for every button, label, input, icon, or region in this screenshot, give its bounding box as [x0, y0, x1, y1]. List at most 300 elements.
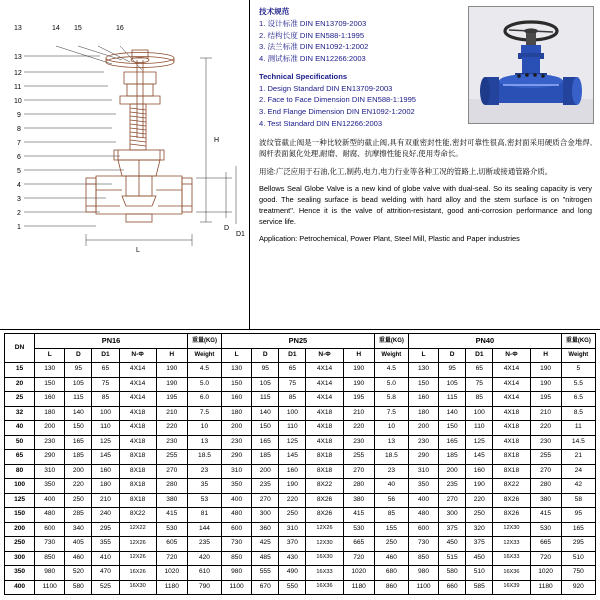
cell-pn25-L: 130	[222, 363, 252, 378]
cell-pn25-L: 600	[222, 522, 252, 537]
cell-pn40-L: 150	[408, 377, 438, 392]
table-row	[5, 392, 596, 407]
cell-weight-pn16: 7.5	[187, 406, 221, 421]
cell-pn16-D1: 65	[92, 363, 119, 378]
cell-pn25-D: 485	[252, 551, 279, 566]
cell-dn: 65	[5, 450, 35, 465]
cell-weight-pn40: 95	[561, 508, 595, 523]
cell-pn25-D: 150	[252, 421, 279, 436]
cell-pn25-L: 350	[222, 479, 252, 494]
list-item: 1. 设计标准 DIN EN13709-2003	[259, 18, 367, 28]
cell-weight-pn16: 23	[187, 464, 221, 479]
cell-pn25-H: 195	[343, 392, 374, 407]
cell-pn16-D1: 240	[92, 508, 119, 523]
cell-pn25-D: 115	[252, 392, 279, 407]
svg-text:4: 4	[17, 182, 21, 189]
cell-pn40-D1: 320	[466, 522, 493, 537]
cell-pn25-H: 190	[343, 377, 374, 392]
svg-text:D: D	[224, 225, 230, 232]
svg-text:L: L	[136, 247, 140, 254]
cell-pn40-N-Φ: 8X22	[493, 479, 530, 494]
cell-pn40-D1: 85	[466, 392, 493, 407]
cell-pn40-N-Φ: 4X14	[493, 392, 530, 407]
cell-pn16-N-Φ: 8X22	[119, 508, 156, 523]
list-item: 4. Test Standard DIN EN12266:2003	[259, 118, 383, 128]
cell-pn25-H: 1020	[343, 566, 374, 581]
header-h-25: H	[343, 348, 374, 363]
cell-pn40-D1: 125	[466, 435, 493, 450]
header-d-40: D	[439, 348, 466, 363]
svg-text:H: H	[214, 137, 220, 144]
valve-photo-illustration	[469, 7, 594, 124]
cell-pn25-L: 200	[222, 421, 252, 436]
cell-pn40-N-Φ: 4X18	[493, 406, 530, 421]
cell-pn40-N-Φ: 4X14	[493, 363, 530, 378]
cell-pn25-H: 270	[343, 464, 374, 479]
svg-text:11: 11	[14, 84, 22, 91]
svg-text:16: 16	[116, 25, 124, 32]
cell-pn16-H: 280	[156, 479, 187, 494]
cell-pn25-D: 235	[252, 479, 279, 494]
cell-dn: 125	[5, 493, 35, 508]
table-row	[5, 508, 596, 523]
cell-pn16-H: 195	[156, 392, 187, 407]
cell-pn16-L: 1100	[35, 580, 65, 595]
cell-pn16-D: 520	[65, 566, 92, 581]
cell-pn25-L: 150	[222, 377, 252, 392]
cell-pn16-D1: 180	[92, 479, 119, 494]
cell-pn40-H: 1020	[530, 566, 561, 581]
cell-pn16-D: 140	[65, 406, 92, 421]
cell-pn16-N-Φ: 16X26	[119, 566, 156, 581]
cell-pn25-L: 290	[222, 450, 252, 465]
cell-pn16-D: 340	[65, 522, 92, 537]
cell-pn25-N-Φ: 4X18	[306, 435, 343, 450]
header-nphi-40: N-Φ	[493, 348, 530, 363]
header-weight-16: 重量(KG)	[187, 334, 221, 349]
cell-pn16-D1: 145	[92, 450, 119, 465]
cell-pn40-L: 130	[408, 363, 438, 378]
cell-pn16-H: 230	[156, 435, 187, 450]
cell-pn40-N-Φ: 16X36	[493, 566, 530, 581]
header-weight-40: 重量(KG)	[561, 334, 595, 349]
table-header-sub-row	[5, 348, 596, 363]
header-weight-25: 重量(KG)	[374, 334, 408, 349]
cell-pn25-L: 850	[222, 551, 252, 566]
cell-weight-pn25: 85	[374, 508, 408, 523]
table-row	[5, 377, 596, 392]
table-row	[5, 464, 596, 479]
cell-pn25-N-Φ: 4X18	[306, 406, 343, 421]
cell-pn16-L: 180	[35, 406, 65, 421]
cell-pn16-N-Φ: 16X30	[119, 580, 156, 595]
cell-pn25-N-Φ: 4X14	[306, 377, 343, 392]
header-weight-label-16: Weight	[187, 348, 221, 363]
header-weight-label-40: Weight	[561, 348, 595, 363]
cell-pn40-D1: 250	[466, 508, 493, 523]
cell-weight-pn16: 35	[187, 479, 221, 494]
cell-pn16-D1: 355	[92, 537, 119, 552]
svg-text:D1: D1	[236, 231, 245, 238]
cell-pn25-D1: 65	[279, 363, 306, 378]
cell-pn25-N-Φ: 12X26	[306, 522, 343, 537]
cell-pn40-N-Φ: 4X18	[493, 435, 530, 450]
cell-pn25-D: 165	[252, 435, 279, 450]
cell-weight-pn16: 53	[187, 493, 221, 508]
svg-text:9: 9	[17, 112, 21, 119]
cell-pn40-D: 150	[439, 421, 466, 436]
cell-pn16-D1: 210	[92, 493, 119, 508]
cell-pn16-H: 530	[156, 522, 187, 537]
dimensions-table-section	[0, 331, 600, 600]
cell-weight-pn40: 11	[561, 421, 595, 436]
cell-pn25-H: 220	[343, 421, 374, 436]
cell-pn40-D: 95	[439, 363, 466, 378]
cell-pn25-H: 255	[343, 450, 374, 465]
cell-pn40-H: 255	[530, 450, 561, 465]
cell-pn40-D1: 585	[466, 580, 493, 595]
cell-weight-pn40: 58	[561, 493, 595, 508]
table-header-group-row	[5, 334, 596, 349]
table-row	[5, 493, 596, 508]
cell-pn25-L: 180	[222, 406, 252, 421]
cell-pn40-N-Φ: 4X14	[493, 377, 530, 392]
cell-pn25-L: 230	[222, 435, 252, 450]
cell-pn25-H: 380	[343, 493, 374, 508]
cell-weight-pn40: 920	[561, 580, 595, 595]
cell-pn16-N-Φ: 4X18	[119, 421, 156, 436]
cell-weight-pn25: 5.8	[374, 392, 408, 407]
cell-dn: 400	[5, 580, 35, 595]
cell-pn25-H: 280	[343, 479, 374, 494]
cell-weight-pn25: 13	[374, 435, 408, 450]
cell-pn16-D: 165	[65, 435, 92, 450]
header-weight-label-25: Weight	[374, 348, 408, 363]
cell-pn16-D: 115	[65, 392, 92, 407]
cell-dn: 15	[5, 363, 35, 378]
header-d-16: D	[65, 348, 92, 363]
cell-pn25-D1: 100	[279, 406, 306, 421]
cell-pn40-N-Φ: 16X33	[493, 551, 530, 566]
cell-pn25-D1: 110	[279, 421, 306, 436]
cell-pn16-L: 980	[35, 566, 65, 581]
cell-pn16-D1: 410	[92, 551, 119, 566]
cell-pn16-L: 400	[35, 493, 65, 508]
cell-pn16-L: 230	[35, 435, 65, 450]
table-row	[5, 522, 596, 537]
svg-text:2: 2	[17, 210, 21, 217]
cell-pn16-D: 460	[65, 551, 92, 566]
cell-pn16-N-Φ: 4X18	[119, 406, 156, 421]
svg-text:12: 12	[14, 70, 22, 77]
cell-pn25-D1: 370	[279, 537, 306, 552]
description-cn-2: 用途:广泛应用于石油,化工,制药,电力,电力行业等各种工况的管路上,切断或接通管路介质。	[259, 166, 553, 176]
cell-pn25-D1: 75	[279, 377, 306, 392]
cell-pn25-L: 480	[222, 508, 252, 523]
cell-dn: 20	[5, 377, 35, 392]
cell-weight-pn25: 40	[374, 479, 408, 494]
cell-pn16-L: 850	[35, 551, 65, 566]
cell-weight-pn16: 790	[187, 580, 221, 595]
cell-pn16-N-Φ: 8X18	[119, 493, 156, 508]
cell-pn16-D: 405	[65, 537, 92, 552]
cell-weight-pn16: 6.0	[187, 392, 221, 407]
cell-dn: 350	[5, 566, 35, 581]
cell-pn40-D1: 450	[466, 551, 493, 566]
cell-pn40-D: 660	[439, 580, 466, 595]
cell-dn: 40	[5, 421, 35, 436]
cell-pn16-D1: 160	[92, 464, 119, 479]
specs-cn-title: 技术规范	[259, 7, 290, 16]
table-row	[5, 537, 596, 552]
cell-pn40-H: 195	[530, 392, 561, 407]
list-item: 3. End Flange Dimension DIN EN1092-1:2002	[259, 107, 415, 117]
product-photo	[468, 6, 594, 124]
cell-dn: 80	[5, 464, 35, 479]
cell-pn25-D: 270	[252, 493, 279, 508]
list-item: 4. 测试标准 DIN EN12266:2003	[259, 54, 366, 64]
cell-pn16-N-Φ: 4X14	[119, 363, 156, 378]
cell-pn25-L: 310	[222, 464, 252, 479]
cell-weight-pn25: 680	[374, 566, 408, 581]
cell-pn40-D: 185	[439, 450, 466, 465]
cell-pn40-D: 450	[439, 537, 466, 552]
cell-pn40-D1: 100	[466, 406, 493, 421]
cell-pn25-L: 160	[222, 392, 252, 407]
cell-pn25-H: 415	[343, 508, 374, 523]
cell-weight-pn16: 4.5	[187, 363, 221, 378]
description-en-2: Application: Petrochemical, Power Plant, Steel Mill, Plastic and Paper industries	[259, 234, 520, 244]
cell-pn40-D: 300	[439, 508, 466, 523]
table-row	[5, 406, 596, 421]
cell-pn40-D1: 65	[466, 363, 493, 378]
cell-weight-pn25: 155	[374, 522, 408, 537]
cell-pn40-L: 730	[408, 537, 438, 552]
cell-pn40-D1: 75	[466, 377, 493, 392]
table-row	[5, 479, 596, 494]
description-en-1: Bellows Seal Globe Valve is a new kind of globe valve with dual-seal. So its sealing capacity is very good. The sealing surface is bead welding with hard alloy and the stem surface is on "nitrogen treatment". Hence it is the valve of attrition-resistant, good anti-corrosion performance and long service life.	[259, 183, 592, 227]
cell-pn16-L: 150	[35, 377, 65, 392]
cell-pn40-D1: 110	[466, 421, 493, 436]
table-row	[5, 421, 596, 436]
table-row	[5, 580, 596, 595]
svg-text:10: 10	[14, 98, 22, 105]
cell-pn40-H: 665	[530, 537, 561, 552]
cell-pn40-D1: 220	[466, 493, 493, 508]
cell-weight-pn25: 7.5	[374, 406, 408, 421]
cell-pn40-D: 270	[439, 493, 466, 508]
cell-pn25-L: 980	[222, 566, 252, 581]
cell-pn40-L: 230	[408, 435, 438, 450]
cell-pn40-N-Φ: 4X18	[493, 421, 530, 436]
cell-pn16-D: 105	[65, 377, 92, 392]
cell-pn40-D: 580	[439, 566, 466, 581]
cell-pn25-D: 95	[252, 363, 279, 378]
cell-weight-pn40: 750	[561, 566, 595, 581]
cell-weight-pn40: 295	[561, 537, 595, 552]
cell-dn: 150	[5, 508, 35, 523]
cell-pn40-N-Φ: 8X26	[493, 508, 530, 523]
cell-pn25-D1: 190	[279, 479, 306, 494]
list-item: 3. 法兰标准 DIN EN1092-1:2002	[259, 42, 369, 52]
cell-pn16-L: 480	[35, 508, 65, 523]
header-pn16: PN16	[35, 334, 188, 349]
cell-pn16-D1: 470	[92, 566, 119, 581]
cell-weight-pn40: 14.5	[561, 435, 595, 450]
cell-pn16-D: 220	[65, 479, 92, 494]
cell-pn40-L: 1100	[408, 580, 438, 595]
cell-pn16-D1: 110	[92, 421, 119, 436]
cell-weight-pn25: 56	[374, 493, 408, 508]
cell-pn16-N-Φ: 8X18	[119, 464, 156, 479]
cell-pn16-N-Φ: 4X18	[119, 435, 156, 450]
cell-pn16-H: 605	[156, 537, 187, 552]
cell-pn16-H: 255	[156, 450, 187, 465]
cell-pn40-D: 235	[439, 479, 466, 494]
cell-pn25-D1: 550	[279, 580, 306, 595]
cell-pn16-N-Φ: 8X18	[119, 479, 156, 494]
svg-text:8: 8	[17, 126, 21, 133]
list-item: 2. Face to Face Dimension DIN EN588-1:1995	[259, 95, 417, 105]
cell-pn16-L: 200	[35, 421, 65, 436]
header-d1-40: D1	[466, 348, 493, 363]
svg-text:13: 13	[14, 25, 22, 32]
cell-pn40-N-Φ: 12X33	[493, 537, 530, 552]
cell-weight-pn16: 235	[187, 537, 221, 552]
cell-weight-pn16: 13	[187, 435, 221, 450]
cell-pn16-D1: 100	[92, 406, 119, 421]
cell-pn16-D1: 525	[92, 580, 119, 595]
cell-pn25-H: 665	[343, 537, 374, 552]
list-item: 2. 结构长度 DIN EN588-1:1995	[259, 30, 365, 40]
cell-pn16-L: 730	[35, 537, 65, 552]
cell-pn40-D1: 375	[466, 537, 493, 552]
cell-weight-pn25: 250	[374, 537, 408, 552]
cell-pn16-L: 350	[35, 479, 65, 494]
cell-pn16-N-Φ: 12X26	[119, 551, 156, 566]
cell-pn40-L: 290	[408, 450, 438, 465]
cell-pn40-L: 160	[408, 392, 438, 407]
cell-pn25-N-Φ: 4X18	[306, 421, 343, 436]
cell-pn40-H: 380	[530, 493, 561, 508]
cell-pn25-D: 140	[252, 406, 279, 421]
cell-pn40-L: 400	[408, 493, 438, 508]
cell-pn16-H: 415	[156, 508, 187, 523]
cell-pn16-N-Φ: 4X14	[119, 392, 156, 407]
cell-pn16-N-Φ: 4X14	[119, 377, 156, 392]
svg-text:7: 7	[17, 140, 21, 147]
cell-weight-pn16: 10	[187, 421, 221, 436]
cell-pn40-L: 480	[408, 508, 438, 523]
cell-pn25-N-Φ: 12X30	[306, 537, 343, 552]
cell-pn16-L: 290	[35, 450, 65, 465]
cell-pn25-D1: 125	[279, 435, 306, 450]
cell-weight-pn16: 5.0	[187, 377, 221, 392]
cell-pn25-D: 670	[252, 580, 279, 595]
cell-pn40-H: 720	[530, 551, 561, 566]
cell-dn: 100	[5, 479, 35, 494]
cell-pn16-H: 210	[156, 406, 187, 421]
cell-pn25-N-Φ: 8X26	[306, 508, 343, 523]
cell-pn25-D: 105	[252, 377, 279, 392]
cell-pn40-H: 190	[530, 377, 561, 392]
cell-pn40-H: 230	[530, 435, 561, 450]
cell-pn40-D: 140	[439, 406, 466, 421]
cell-pn25-N-Φ: 16X33	[306, 566, 343, 581]
cell-pn25-D: 200	[252, 464, 279, 479]
cell-pn16-D: 285	[65, 508, 92, 523]
cell-pn16-H: 380	[156, 493, 187, 508]
cell-pn25-D1: 250	[279, 508, 306, 523]
cell-pn16-L: 310	[35, 464, 65, 479]
cell-dn: 200	[5, 522, 35, 537]
cell-pn25-H: 210	[343, 406, 374, 421]
cell-weight-pn40: 5	[561, 363, 595, 378]
cell-weight-pn16: 420	[187, 551, 221, 566]
cell-pn16-H: 220	[156, 421, 187, 436]
valve-drawing-panel	[0, 0, 250, 330]
header-l-40: L	[408, 348, 438, 363]
header-l-25: L	[222, 348, 252, 363]
cell-pn16-H: 190	[156, 377, 187, 392]
cell-weight-pn25: 4.5	[374, 363, 408, 378]
header-h-40: H	[530, 348, 561, 363]
cell-weight-pn40: 8.5	[561, 406, 595, 421]
header-pn25: PN25	[222, 334, 375, 349]
cell-pn25-N-Φ: 8X22	[306, 479, 343, 494]
dimensions-table	[4, 333, 596, 595]
cell-weight-pn25: 860	[374, 580, 408, 595]
cell-pn25-L: 1100	[222, 580, 252, 595]
cell-pn25-D1: 430	[279, 551, 306, 566]
cell-weight-pn16: 18.5	[187, 450, 221, 465]
cell-pn25-H: 720	[343, 551, 374, 566]
header-d1-16: D1	[92, 348, 119, 363]
cell-weight-pn40: 42	[561, 479, 595, 494]
cell-pn40-H: 270	[530, 464, 561, 479]
cell-pn16-D1: 125	[92, 435, 119, 450]
svg-text:6: 6	[17, 154, 21, 161]
cell-pn40-N-Φ: 16X39	[493, 580, 530, 595]
cell-dn: 250	[5, 537, 35, 552]
cell-dn: 50	[5, 435, 35, 450]
cell-pn25-D1: 145	[279, 450, 306, 465]
cell-pn16-N-Φ: 8X18	[119, 450, 156, 465]
cell-pn40-D: 115	[439, 392, 466, 407]
svg-text:13: 13	[14, 54, 22, 61]
cell-pn40-N-Φ: 8X18	[493, 464, 530, 479]
table-row	[5, 435, 596, 450]
cell-pn40-N-Φ: 8X26	[493, 493, 530, 508]
cell-weight-pn40: 5.5	[561, 377, 595, 392]
cell-weight-pn40: 6.5	[561, 392, 595, 407]
cell-pn40-H: 220	[530, 421, 561, 436]
cell-pn25-D: 300	[252, 508, 279, 523]
list-item: 1. Design Standard DIN EN13709-2003	[259, 83, 393, 93]
cell-pn40-H: 1180	[530, 580, 561, 595]
cell-pn16-D: 250	[65, 493, 92, 508]
header-h-16: H	[156, 348, 187, 363]
cell-pn16-H: 1180	[156, 580, 187, 595]
cell-pn40-N-Φ: 12X30	[493, 522, 530, 537]
cell-pn25-H: 190	[343, 363, 374, 378]
cell-pn40-D: 515	[439, 551, 466, 566]
cell-pn16-H: 1020	[156, 566, 187, 581]
cell-pn25-N-Φ: 4X14	[306, 392, 343, 407]
svg-text:1: 1	[17, 224, 21, 231]
cell-pn16-L: 600	[35, 522, 65, 537]
cell-pn40-L: 600	[408, 522, 438, 537]
